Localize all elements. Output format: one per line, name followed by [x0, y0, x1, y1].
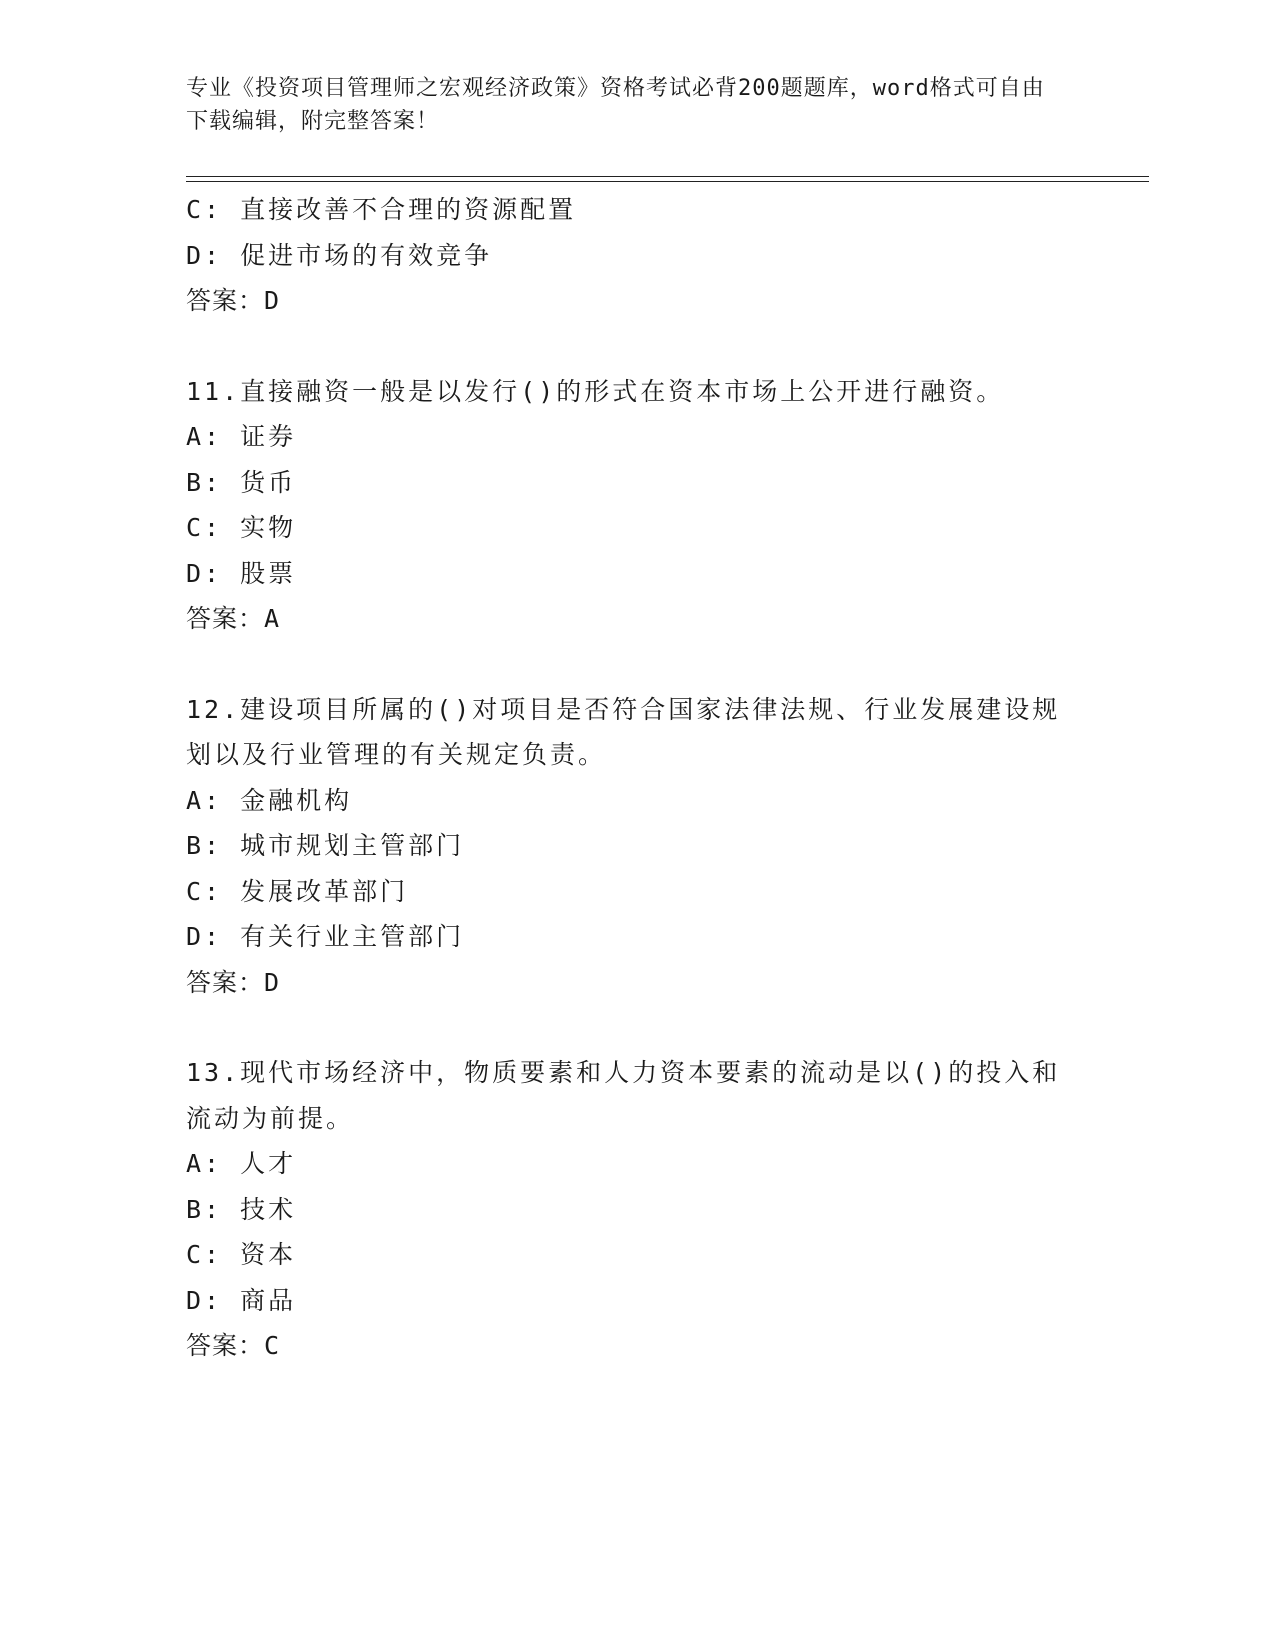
option-letter: B:	[186, 467, 223, 497]
option-text: 促进市场的有效竞争	[240, 240, 493, 270]
header-divider-top	[186, 176, 1149, 177]
option-text: 资本	[240, 1240, 297, 1269]
option-letter: D:	[186, 240, 223, 270]
question-stem: 11.直接融资一般是以发行()的形式在资本市场上公开进行融资。	[186, 376, 1005, 406]
question-continued	[186, 187, 1086, 324]
option-c	[186, 869, 1086, 915]
option-letter: C:	[186, 876, 223, 906]
option-c	[186, 1232, 1086, 1278]
question-13	[186, 1050, 1086, 1369]
answer-label: 答案：	[186, 286, 265, 315]
option-letter: C:	[186, 1240, 223, 1269]
option-text: 商品	[240, 1285, 297, 1315]
option-d	[186, 914, 1086, 960]
option-text: 有关行业主管部门	[240, 922, 465, 951]
document-header	[186, 72, 1066, 138]
option-text: 直接改善不合理的资源配置	[240, 195, 577, 224]
answer-value: C	[264, 1331, 280, 1360]
option-text: 技术	[240, 1194, 297, 1224]
option-text: 货币	[240, 467, 297, 497]
answer-value: D	[264, 967, 280, 997]
answer-line	[186, 960, 1086, 1006]
option-d	[186, 233, 1086, 279]
option-letter: D:	[186, 1285, 223, 1315]
question-stem: 12.建设项目所属的()对项目是否符合国家法律法规、行业发展建设规划以及行业管理的有关规定负责。	[186, 694, 1061, 769]
option-letter: D:	[186, 922, 223, 951]
option-letter: A:	[186, 785, 223, 815]
option-text: 发展改革部门	[240, 876, 409, 906]
option-text: 实物	[240, 513, 297, 542]
option-a	[186, 778, 1086, 824]
option-a	[186, 414, 1086, 460]
option-a	[186, 1141, 1086, 1187]
option-letter: A:	[186, 422, 223, 451]
option-c	[186, 505, 1086, 551]
question-list	[186, 187, 1086, 1369]
option-text: 城市规划主管部门	[240, 831, 465, 860]
answer-value: D	[264, 286, 280, 315]
answer-line	[186, 1323, 1086, 1369]
option-letter: B:	[186, 831, 223, 860]
option-b	[186, 460, 1086, 506]
option-b	[186, 1187, 1086, 1233]
answer-value: A	[264, 604, 280, 633]
option-text: 金融机构	[240, 785, 353, 815]
option-d	[186, 551, 1086, 597]
question-stem: 13.现代市场经济中，物质要素和人力资本要素的流动是以()的投入和流动为前提。	[186, 1058, 1061, 1133]
answer-line	[186, 596, 1086, 642]
question-11	[186, 369, 1086, 642]
option-letter: B:	[186, 1194, 223, 1224]
option-letter: A:	[186, 1149, 223, 1178]
option-text: 人才	[240, 1149, 297, 1178]
option-letter: C:	[186, 513, 223, 542]
option-text: 股票	[240, 558, 297, 588]
option-d	[186, 1278, 1086, 1324]
option-c	[186, 187, 1086, 233]
answer-label: 答案：	[186, 1331, 265, 1360]
answer-line	[186, 278, 1086, 324]
option-text: 证券	[240, 422, 297, 451]
header-divider-bottom	[186, 181, 1149, 182]
question-12	[186, 687, 1086, 1006]
option-letter: D:	[186, 558, 223, 588]
document-title: 专业《投资项目管理师之宏观经济政策》资格考试必背200题题库，word格式可自由下载编辑，附完整答案！	[186, 76, 1045, 134]
option-b	[186, 823, 1086, 869]
answer-label: 答案：	[186, 967, 265, 997]
option-letter: C:	[186, 195, 223, 224]
answer-label: 答案：	[186, 604, 265, 633]
